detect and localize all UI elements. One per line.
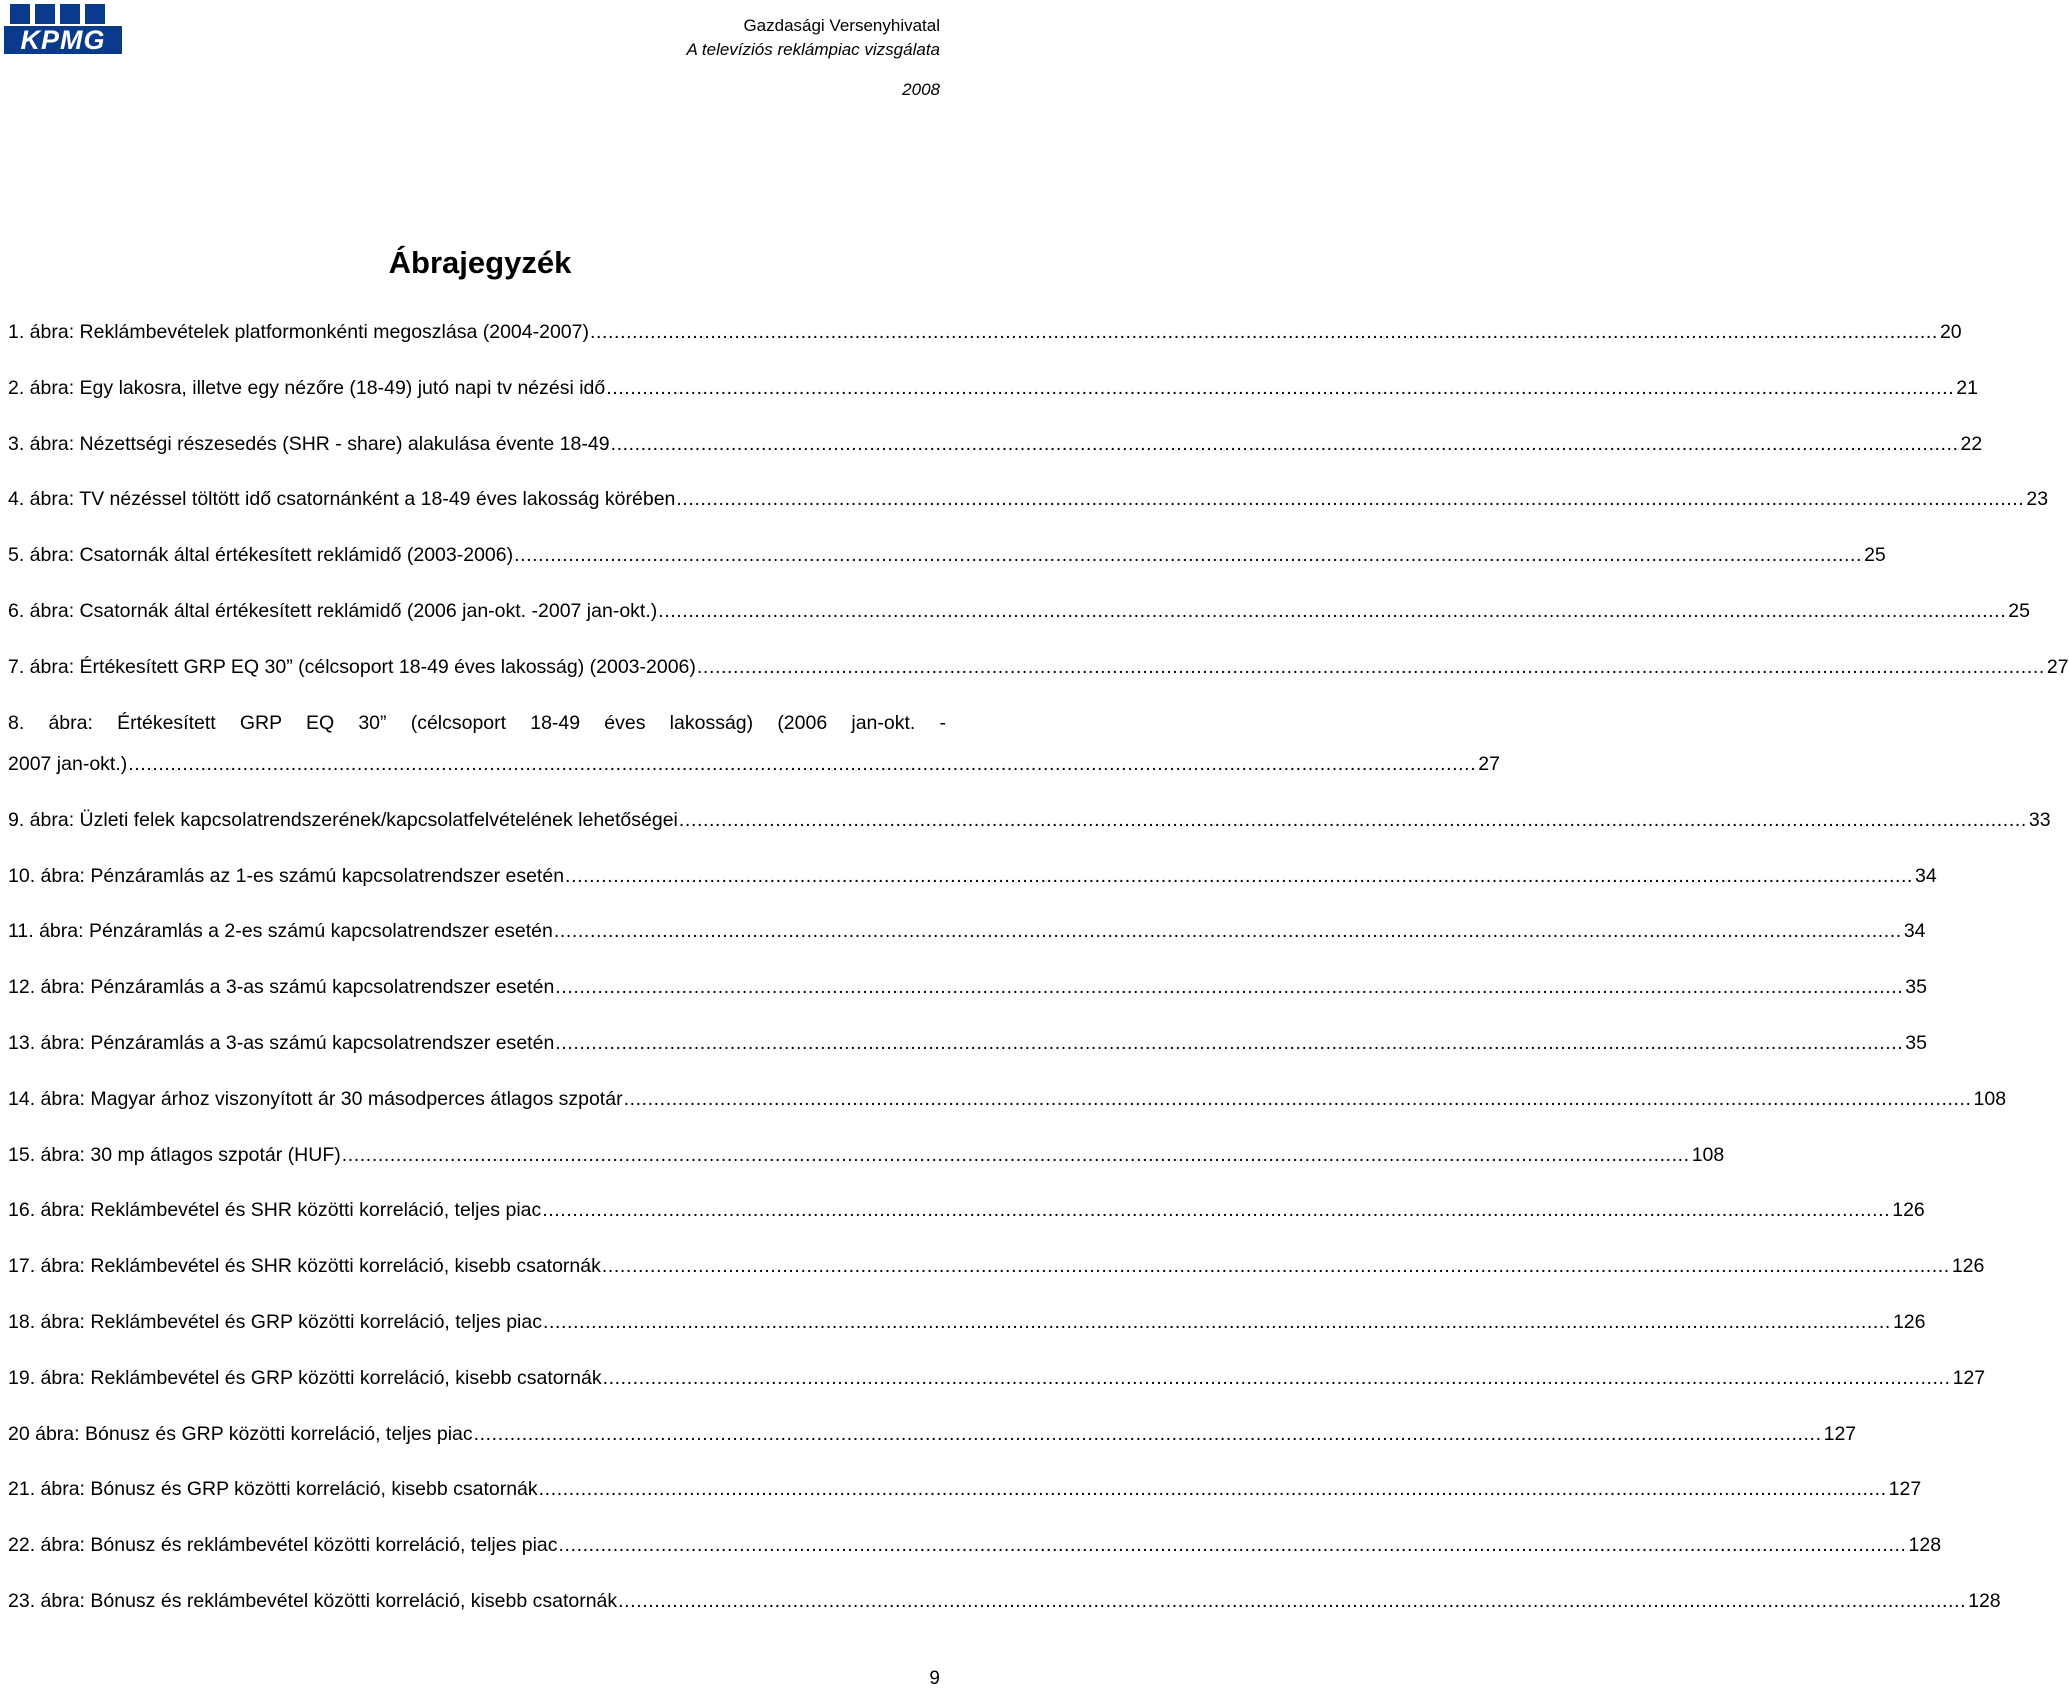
toc-entry-line2 (8, 749, 1500, 781)
toc-entry-label: 3. ábra: Nézettségi részesedés (SHR - share) alakulása évente 18-49 (8, 432, 610, 455)
toc-entry-label-line2: 2007 jan-okt.) (8, 753, 128, 776)
toc-entry-13[interactable] (8, 1028, 1927, 1060)
toc-entry-label: 18. ábra: Reklámbevétel és GRP közötti korreláció, teljes piac (8, 1311, 542, 1334)
toc-entry-label: 19. ábra: Reklámbevétel és GRP közötti korreláció, kisebb csatornák (8, 1366, 602, 1389)
toc-leader (554, 916, 1902, 948)
toc-leader (555, 972, 1903, 1004)
header-document-title: A televíziós reklámpiac vizsgálata (686, 40, 940, 59)
toc-entry-21[interactable] (8, 1474, 1922, 1506)
toc-entry-label: 1. ábra: Reklámbevételek platformonkénti megoszlása (2004-2007) (8, 321, 589, 343)
toc-entry-page: 33 (2028, 808, 2051, 831)
toc-leader (559, 1530, 1907, 1562)
toc-entry-label: 5. ábra: Csatornák által értékesített reklámidő (2003-2006) (8, 544, 514, 567)
toc-entry-page: 127 (1952, 1366, 1986, 1389)
toc-entry-page: 34 (1915, 864, 1937, 887)
toc-leader (542, 1195, 1890, 1227)
toc-entry-page: 25 (1864, 544, 1886, 567)
toc-leader (555, 1028, 1903, 1060)
toc-entry-page: 126 (1892, 1311, 1926, 1334)
logo-text: KPMG (20, 25, 106, 55)
toc-entry-page: 127 (1823, 1422, 1857, 1445)
toc-leader (697, 652, 2045, 684)
toc-entry-page: 35 (1905, 976, 1927, 999)
toc-entry-page: 126 (1892, 1199, 1925, 1222)
toc-entry-label: 10. ábra: Pénzáramlás az 1-es számú kapcsolatrendszer esetén (8, 864, 565, 887)
toc-entry-page: 27 (1478, 753, 1500, 776)
toc-entry-17[interactable] (8, 1251, 1985, 1283)
header-year: 2008 (902, 80, 940, 99)
toc-entry-page: 34 (1903, 920, 1926, 943)
toc-entry-12[interactable] (8, 972, 1927, 1004)
toc-entry-1[interactable] (8, 317, 1962, 349)
toc-entry-label: 12. ábra: Pénzáramlás a 3-as számú kapcsolatrendszer esetén (8, 976, 555, 999)
figure-list (8, 317, 2069, 1642)
toc-leader (658, 596, 2006, 628)
kpmg-logo (4, 2, 122, 56)
toc-entry-page: 35 (1905, 1032, 1927, 1055)
toc-leader (602, 1251, 1950, 1283)
toc-leader (543, 1307, 1891, 1339)
toc-entry-5[interactable] (8, 540, 1886, 572)
toc-entry-page: 108 (1973, 1087, 2007, 1110)
toc-entry-page: 108 (1691, 1143, 1725, 1166)
toc-entry-label-line1: 8. ábra: Értékesített GRP EQ 30” (célcsoport 18-49 éves lakosság) (2006 jan-okt. - (8, 711, 946, 734)
toc-entry-label: 22. ábra: Bónusz és reklámbevétel közötti korreláció, teljes piac (8, 1534, 558, 1557)
toc-leader (342, 1140, 1690, 1172)
toc-entry-label: 16. ábra: Reklámbevétel és SHR közötti korreláció, teljes piac (8, 1199, 542, 1222)
toc-entry-label: 4. ábra: TV nézéssel töltött idő csatornánként a 18-49 éves lakosság körében (8, 488, 676, 511)
toc-entry-label: 7. ábra: Értékesített GRP EQ 30” (célcsoport 18-49 éves lakosság) (2003-2006) (8, 655, 696, 678)
toc-leader (603, 1363, 1951, 1395)
toc-entry-page: 20 (1939, 321, 1962, 343)
toc-leader (624, 1084, 1972, 1116)
header (686, 14, 940, 102)
toc-entry-20[interactable] (8, 1419, 1857, 1451)
toc-entry-6[interactable] (8, 596, 2030, 628)
toc-entry-2[interactable] (8, 373, 1978, 405)
toc-entry-15[interactable] (8, 1140, 1725, 1172)
toc-leader (611, 429, 1959, 461)
toc-entry-18[interactable] (8, 1307, 1926, 1339)
toc-entry-page: 25 (2008, 599, 2030, 622)
toc-entry-label: 21. ábra: Bónusz és GRP közötti korreláció, kisebb csatornák (8, 1478, 538, 1501)
toc-entry-22[interactable] (8, 1530, 1942, 1562)
toc-entry-3[interactable] (8, 429, 1983, 461)
toc-entry-page: 21 (1956, 376, 1978, 399)
toc-entry-label: 20 ábra: Bónusz és GRP közötti korreláció, teljes piac (8, 1422, 473, 1445)
toc-entry-7[interactable] (8, 652, 2069, 684)
toc-entry-label: 13. ábra: Pénzáramlás a 3-as számú kapcsolatrendszer esetén (8, 1032, 555, 1055)
toc-entry-label: 11. ábra: Pénzáramlás a 2-es számú kapcsolatrendszer esetén (8, 920, 553, 943)
toc-entry-page: 126 (1951, 1255, 1985, 1278)
toc-entry-label: 17. ábra: Reklámbevétel és SHR közötti korreláció, kisebb csatornák (8, 1255, 601, 1278)
toc-leader (618, 1586, 1966, 1618)
toc-leader (128, 749, 1476, 781)
toc-entry-19[interactable] (8, 1363, 1986, 1395)
toc-entry-page: 22 (1960, 432, 1983, 455)
page-number: 9 (929, 1668, 940, 1689)
toc-leader (514, 540, 1862, 572)
toc-entry-label: 9. ábra: Üzleti felek kapcsolatrendszerének/kapcsolatfelvételének lehetőségei (8, 808, 678, 831)
toc-entry-label: 23. ábra: Bónusz és reklámbevétel közötti korreláció, kisebb csatornák (8, 1590, 618, 1613)
toc-leader (565, 861, 1913, 893)
toc-entry-page: 23 (2026, 488, 2049, 511)
toc-entry-23[interactable] (8, 1586, 2001, 1618)
toc-entry-10[interactable] (8, 861, 1937, 893)
toc-entry-9[interactable] (8, 805, 2051, 837)
toc-entry-page: 27 (2046, 655, 2069, 678)
toc-leader (676, 484, 2024, 516)
toc-leader (474, 1419, 1822, 1451)
toc-entry-4[interactable] (8, 484, 2049, 516)
toc-leader (539, 1474, 1887, 1506)
kpmg-logo-graphic (4, 2, 122, 56)
page-title: Ábrajegyzék (388, 245, 572, 280)
toc-leader (590, 317, 1938, 349)
header-organization: Gazdasági Versenyhivatal (743, 16, 940, 35)
toc-entry-page: 128 (1908, 1534, 1942, 1557)
toc-entry-14[interactable] (8, 1084, 2007, 1116)
toc-entry-label: 14. ábra: Magyar árhoz viszonyított ár 30 másodperces átlagos szpotár (8, 1087, 623, 1110)
toc-entry-label: 2. ábra: Egy lakosra, illetve egy nézőre (18-49) jutó napi tv nézési idő (8, 376, 606, 399)
toc-leader (606, 373, 1954, 405)
toc-entry-page: 127 (1888, 1478, 1922, 1501)
toc-entry-8[interactable] (8, 708, 1500, 781)
toc-leader (679, 805, 2027, 837)
toc-entry-page: 128 (1968, 1590, 2001, 1613)
toc-entry-16[interactable] (8, 1195, 1925, 1227)
toc-entry-label: 15. ábra: 30 mp átlagos szpotár (HUF) (8, 1143, 341, 1166)
toc-entry-label: 6. ábra: Csatornák által értékesített reklámidő (2006 jan-okt. -2007 jan-okt.) (8, 599, 658, 622)
toc-entry-11[interactable] (8, 916, 1926, 948)
